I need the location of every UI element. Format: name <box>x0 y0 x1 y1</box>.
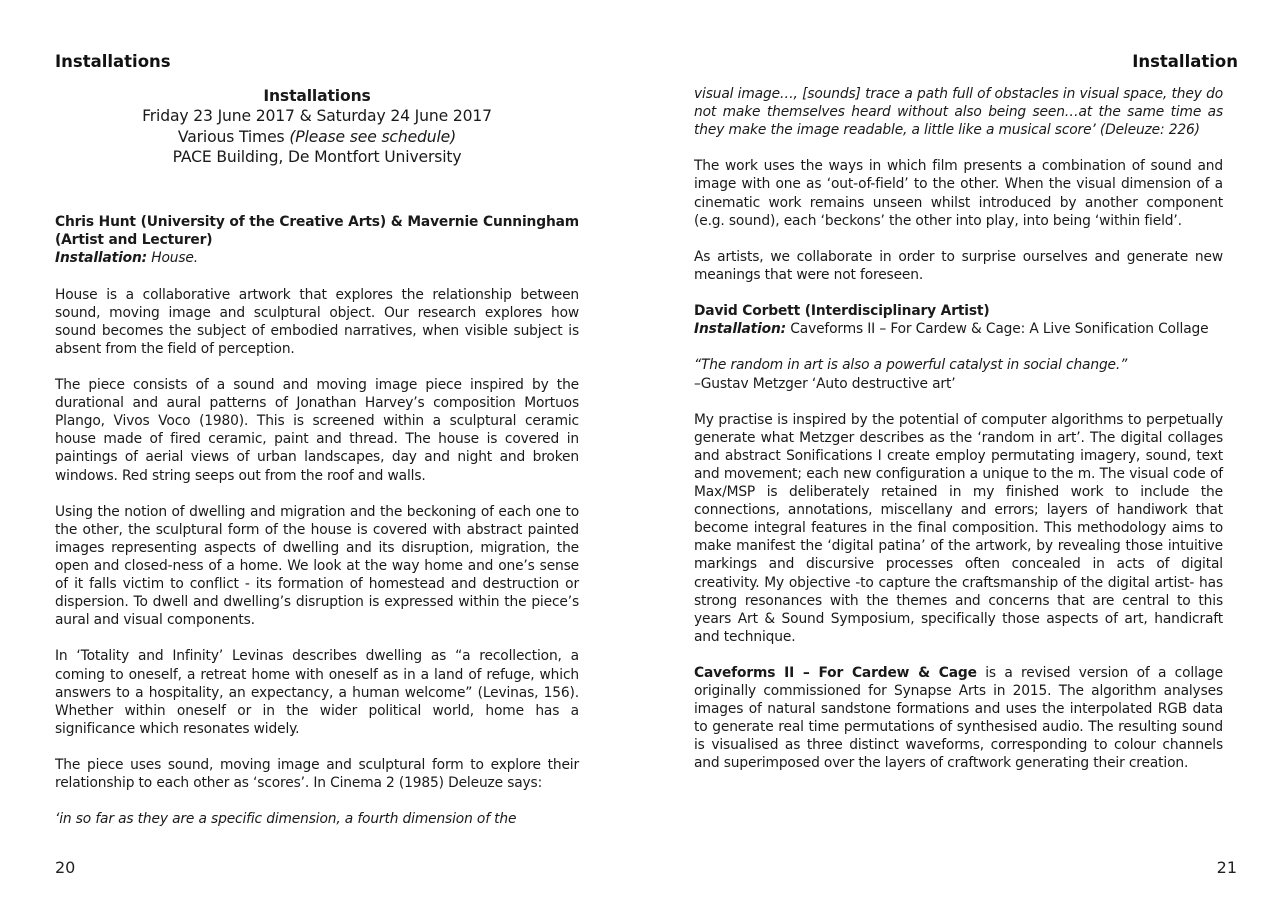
event-venue: PACE Building, De Montfort University <box>172 147 462 166</box>
paragraph: Using the notion of dwelling and migration and the beckoning of each one to the other, the sculptural form of the house is covered with abstract painted images representing aspects of dwelling and its disruption, migration, the open and closed-ness of a home. We look at the way home and one’s sense of it falls victim to conflict - its formation of homestead and destruction or dispersion. To dwell and dwelling’s disruption is expressed within the piece’s aural and visual components. <box>55 503 579 629</box>
entry-heading-hunt: Chris Hunt (University of the Creative Arts) & Mavernie Cunningham (Artist and Lecturer) <box>55 214 579 249</box>
installation-label: Installation: <box>694 321 787 338</box>
paragraph: As artists, we collaborate in order to surprise ourselves and generate new meanings that were not foreseen. <box>694 248 1223 283</box>
paragraph: In ‘Totality and Infinity’ Levinas describes dwelling as “a recollection, a coming to oneself, a retreat home with oneself as in a land of refuge, which answers to a hospitality, an expectancy, a human welcome” (Levinas, 156). Whether within oneself or in the wider political world, home has a significance which resonates widely. <box>55 648 579 737</box>
event-dates: Friday 23 June 2017 & Saturday 24 June 2017 <box>142 107 492 126</box>
deleuze-quote-start: ‘in so far as they are a specific dimension, a fourth dimension of the <box>55 811 517 828</box>
event-times <box>55 127 579 147</box>
installation-line-caveforms <box>694 320 1223 338</box>
installation-title: House. <box>147 250 199 267</box>
installation-line-house <box>55 249 579 267</box>
right-column <box>694 85 1223 773</box>
caveforms-text: is a revised version of a collage originally commissioned for Synapse Arts in 2015. The algorithm analyses images of natural sandstone formations and uses the interpolated RGB data to generate real time permutations of synthesised audio. The resulting sound is visualised as three distinct waveforms, corresponding to colour channels and superimposed over the layers of craftwork generating their creation. <box>694 665 1223 772</box>
left-page-number: 20 <box>55 858 76 877</box>
entry-heading-corbett: David Corbett (Interdisciplinary Artist) <box>694 303 990 320</box>
event-times-prefix: Various Times <box>177 127 290 146</box>
left-column <box>55 86 579 828</box>
paragraph: The work uses the ways in which film presents a combination of sound and image with one as ‘out-of-field’ to the other. When the visual dimension of a cinematic work remains unseen whilst introduced by another component (e.g. sound), each ‘beckons’ the other into play, into being ‘within field’. <box>694 158 1223 229</box>
right-page-number: 21 <box>1216 858 1237 877</box>
left-running-head: Installations <box>55 52 171 71</box>
paragraph: The piece consists of a sound and moving image piece inspired by the durational and aural patterns of Jonathan Harvey’s composition Mortuos Plango, Vivos Voco (1980). This is screened within a sculptural ceramic house made of fired ceramic, paint and thread. The house is covered in paintings of aerial views of urban landscapes, day and night and broken windows. Red string seeps out from the roof and walls. <box>55 377 579 484</box>
event-title: Installations <box>263 87 371 105</box>
installation-label: Installation: <box>55 250 148 267</box>
deleuze-quote-continued: visual image…, [sounds] trace a path full of obstacles in visual space, they do not make themselves heard without also being seen…at the same time as they make the image readable, a little like a musical score’ (Deleuze: 226) <box>694 86 1223 139</box>
caveforms-title: Caveforms II – For Cardew & Cage <box>694 665 977 681</box>
epigraph-attribution: –Gustav Metzger ‘Auto destructive art’ <box>694 375 956 392</box>
caveforms-description <box>694 664 1223 773</box>
right-running-head: Installation <box>1132 52 1238 71</box>
right-page <box>640 0 1280 908</box>
paragraph: House is a collaborative artwork that explores the relationship between sound, moving image and sculptural object. Our research explores how sound becomes the subject of embodied narratives, when visible subject is absent from the field of perception. <box>55 286 579 357</box>
event-times-note: (Please see schedule) <box>289 127 457 146</box>
metzger-epigraph: “The random in art is also a powerful catalyst in social change.” <box>694 357 1128 374</box>
paragraph: The piece uses sound, moving image and sculptural form to explore their relationship to each other as ‘scores’. In Cinema 2 (1985) Deleuze says: <box>55 757 579 792</box>
event-info <box>55 86 579 167</box>
paragraph: My practise is inspired by the potential of computer algorithms to perpetually generate what Metzger describes as the ‘random in art’. The digital collages and abstract Sonifications I create employ permutating imagery, sound, text and movement; each new configuration a unique to the m. The visual code of Max/MSP is deliberately retained in my finished work to include the connections, annotations, miscellany and errors; layers of handiwork that become integral features in the final composition. This methodology aims to make manifest the ‘digital patina’ of the artwork, by revealing those intuitive markings and discursive processes often concealed in acts of digital creativity. My objective -to capture the craftsmanship of the digital artist- has strong resonances with the themes and concerns that are central to this years Art & Sound Symposium, specifically those aspects of art, handicraft and technique. <box>694 411 1223 645</box>
installation-title: Caveforms II – For Cardew & Cage: A Live Sonification Collage <box>786 321 1209 338</box>
